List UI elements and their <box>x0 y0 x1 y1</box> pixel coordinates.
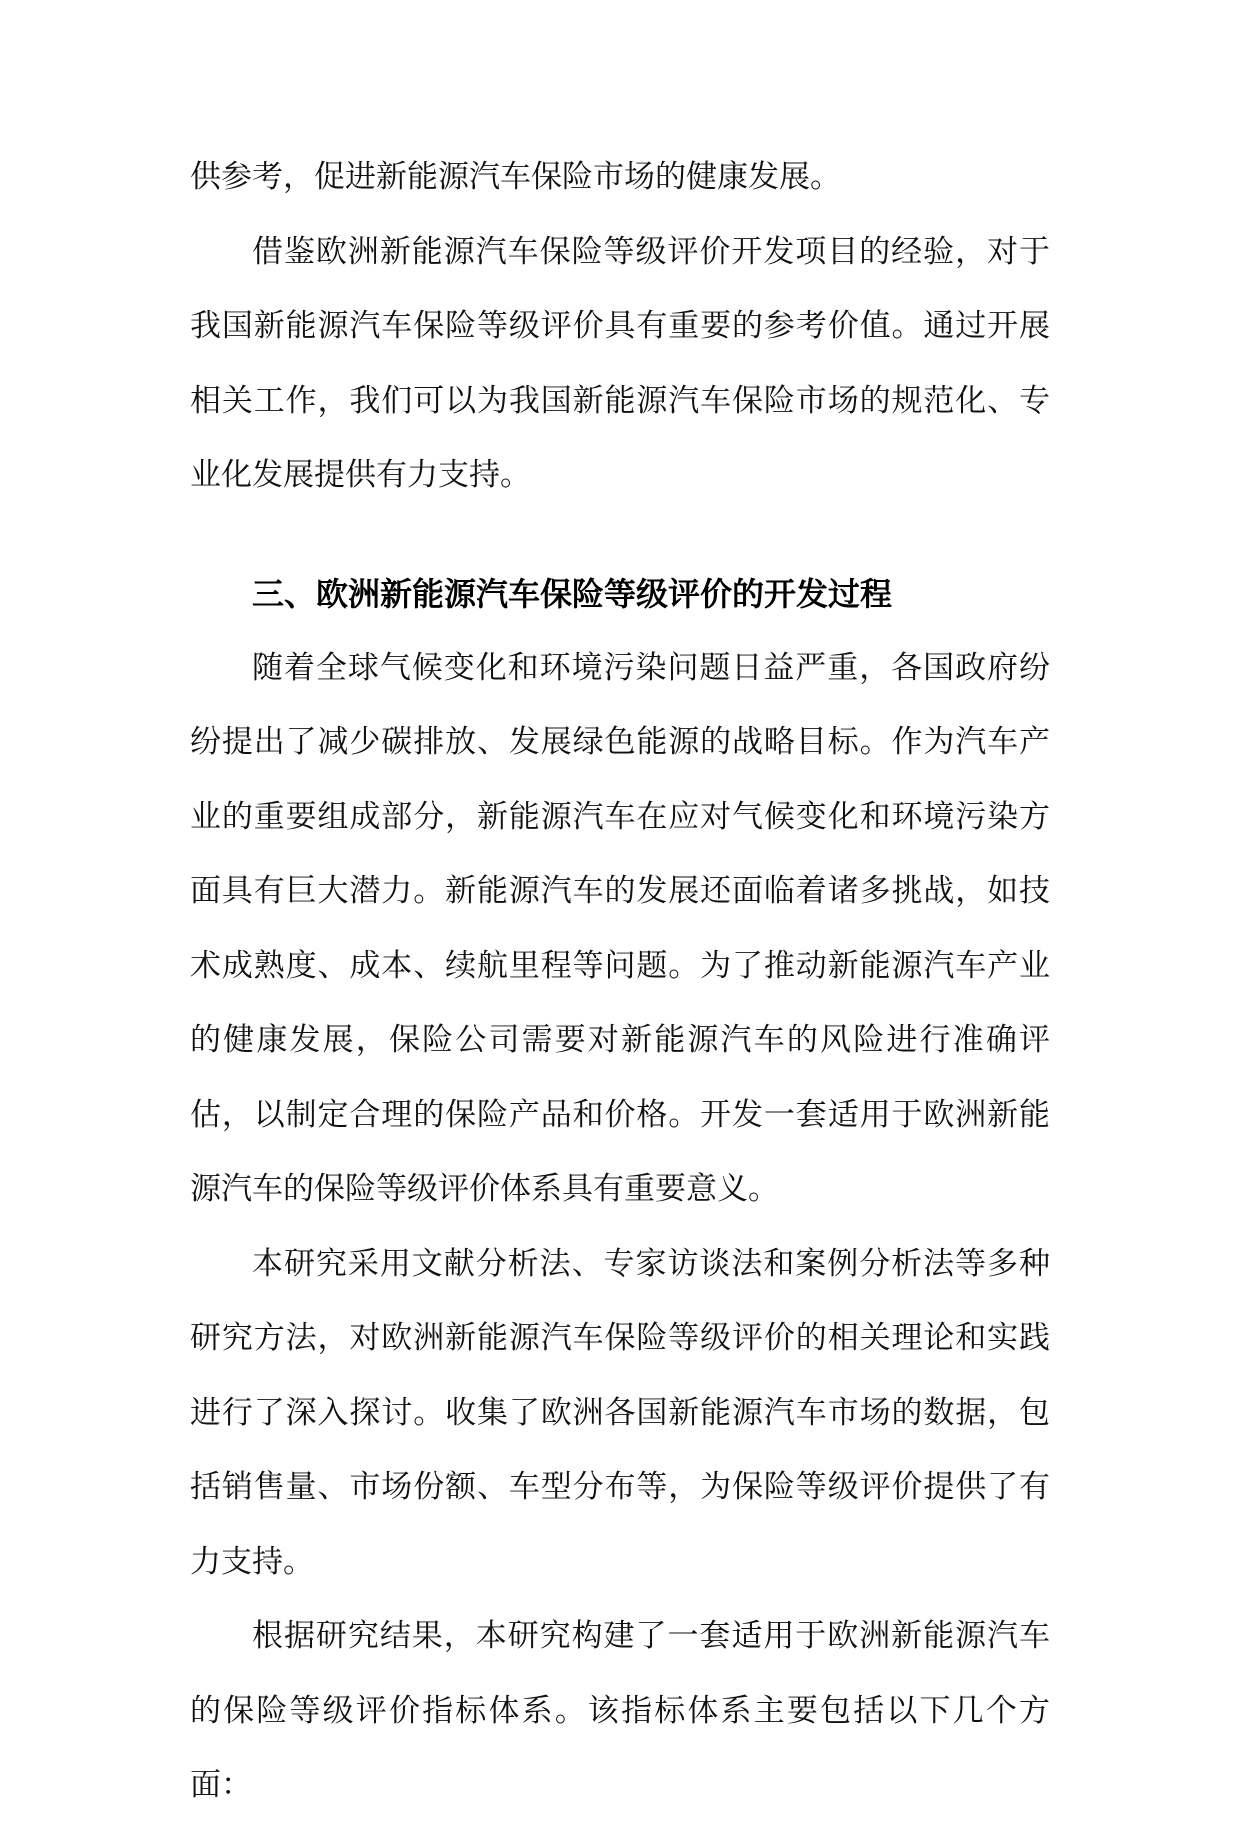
document-body <box>190 140 1050 1823</box>
paragraph-results: 根据研究结果，本研究构建了一套适用于欧洲新能源汽车的保险等级评价指标体系。该指标体系主要包括以下几个方面： <box>190 1618 1050 1803</box>
section-heading: 三、欧洲新能源汽车保险等级评价的开发过程 <box>252 574 893 613</box>
paragraph-background: 随着全球气候变化和环境污染问题日益严重，各国政府纷纷提出了减少碳排放、发展绿色能源的战略目标。作为汽车产业的重要组成部分，新能源汽车在应对气候变化和环境污染方面具有巨大潜力。新能源汽车的发展还面临着诸多挑战，如技术成熟度、成本、续航里程等问题。为了推动新能源汽车产业的健康发展，保险公司需要对新能源汽车的风险进行准确评估，以制定合理的保险产品和价格。开发一套适用于欧洲新能源汽车的保险等级评价体系具有重要意义。 <box>190 649 1050 1207</box>
paragraph-reference-value: 借鉴欧洲新能源汽车保险等级评价开发项目的经验，对于我国新能源汽车保险等级评价具有重要的参考价值。通过开展相关工作，我们可以为我国新能源汽车保险市场的规范化、专业化发展提供有力支持。 <box>190 233 1050 493</box>
paragraph-methods: 本研究采用文献分析法、专家访谈法和案例分析法等多种研究方法，对欧洲新能源汽车保险等级评价的相关理论和实践进行了深入探讨。收集了欧洲各国新能源汽车市场的数据，包括销售量、市场份额、车型分布等，为保险等级评价提供了有力支持。 <box>190 1245 1050 1580</box>
paragraph-continuation: 供参考，促进新能源汽车保险市场的健康发展。 <box>190 159 841 195</box>
